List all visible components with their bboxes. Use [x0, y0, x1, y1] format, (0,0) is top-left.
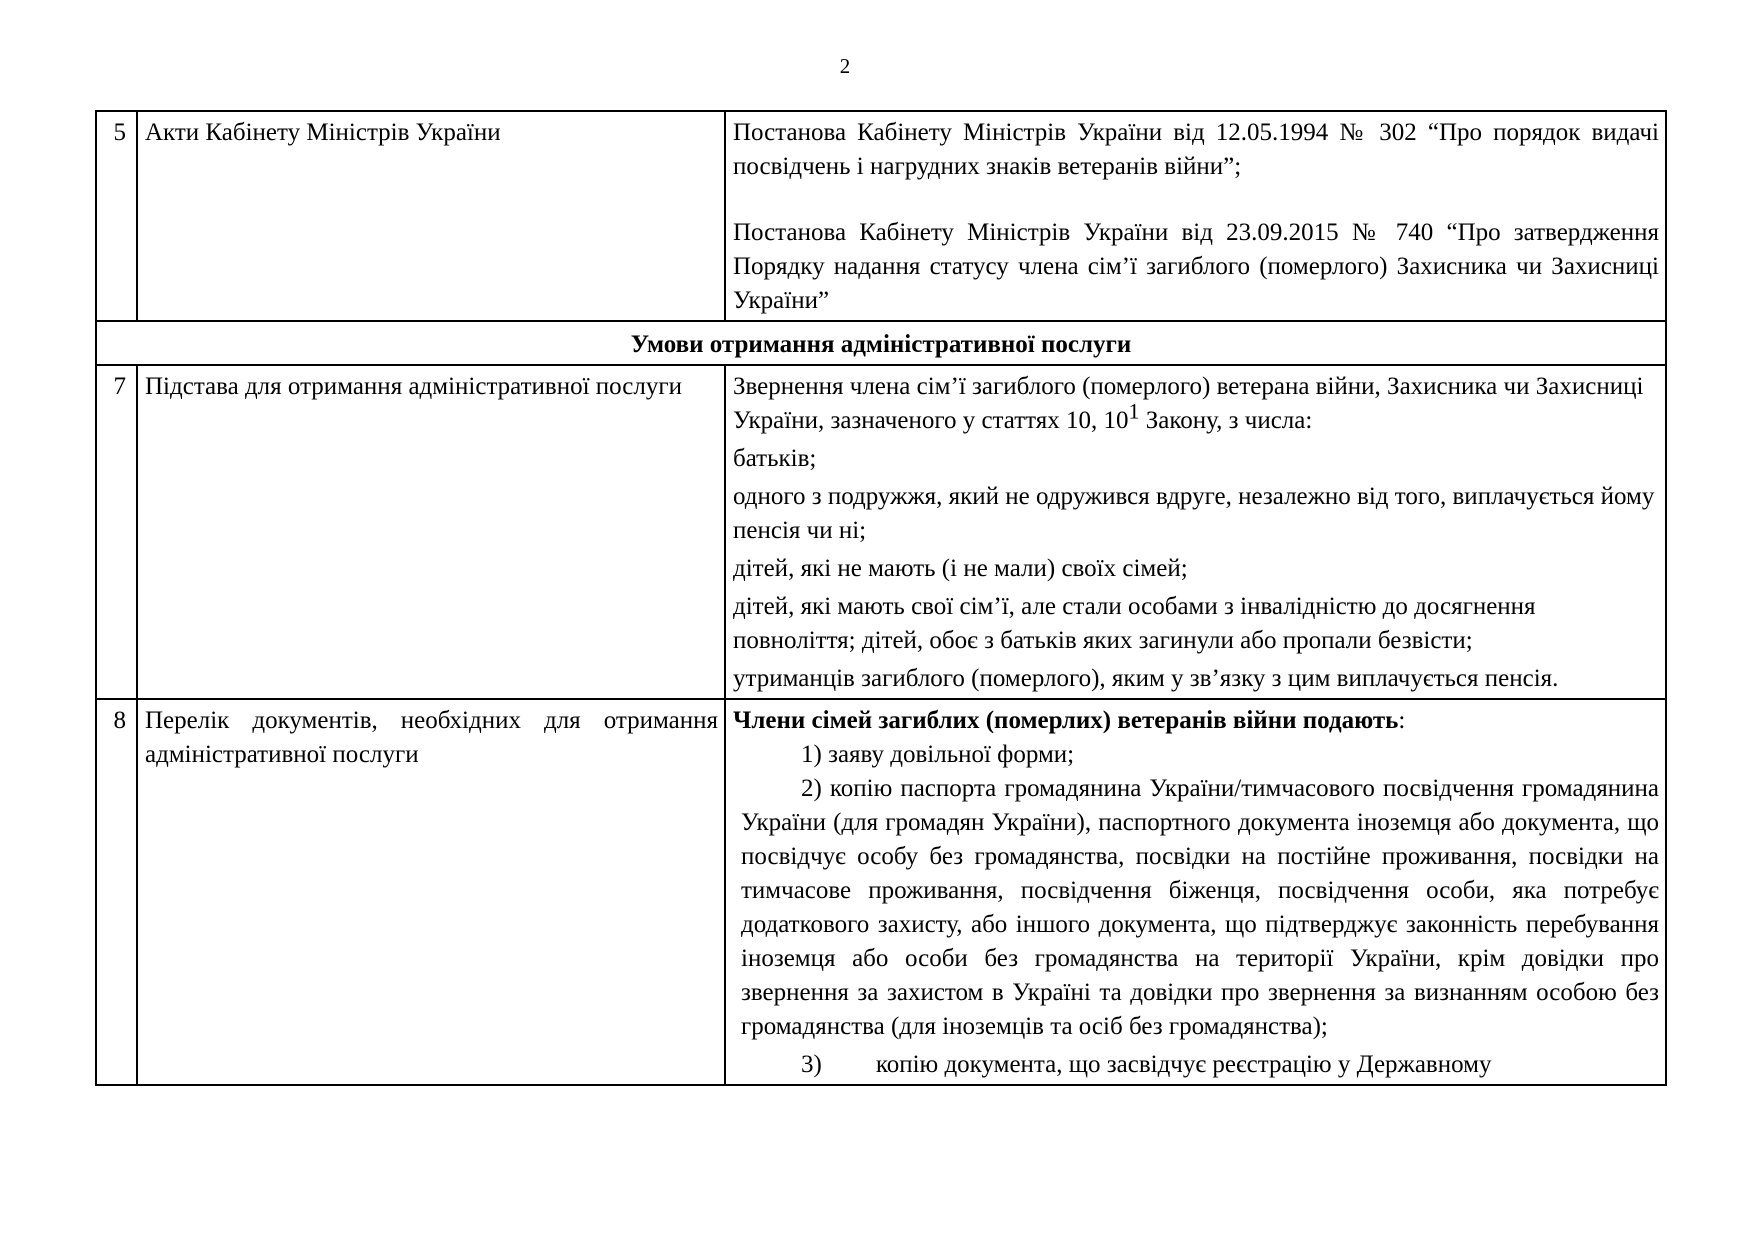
list-item: 1) заяву довільної форми;: [801, 741, 1075, 768]
row-content: [725, 699, 1666, 1085]
list-item: дітей, які не мають (і не мали) своїх сімей;: [733, 555, 1188, 582]
table-row: [96, 699, 1666, 1085]
row-number: 5: [96, 111, 137, 321]
row-number: 8: [96, 699, 137, 1085]
list-item: 3) копію документа, що засвідчує реєстрацію у Державному: [801, 1051, 1492, 1078]
section-title: Умови отримання адміністративної послуги: [96, 321, 1666, 365]
list-item: одного з подружжя, який не одружився вдруге, незалежно від того, виплачується йому пенсія чи ні;: [733, 483, 1655, 544]
row-title: Перелік документів, необхідних для отримання адміністративної послуги: [137, 699, 725, 1085]
row-content: [725, 111, 1666, 321]
list-item: дітей, які мають свої сім’ї, але стали особами з інвалідністю до досягнення повноліття; дітей, обоє з батьків яких загинули або пропали безвісти;: [733, 593, 1536, 654]
basis-intro: Звернення члена сім’ї загиблого (померлого) ветерана війни, Захисника чи Захисниці України, зазначеного у статтях 10, $10^1$ Закону, з числа:: [733, 373, 1644, 434]
page-number: 2: [839, 54, 851, 78]
document-table: [95, 110, 1667, 1086]
resolution-text: Постанова Кабінету Міністрів України від 12.05.1994 № 302 “Про порядок видачі посвідчень і нагрудних знаків ветеранів війни”;: [733, 119, 1659, 180]
row-title: Акти Кабінету Міністрів України: [137, 111, 725, 321]
row-content: [725, 365, 1666, 699]
resolution-text: Постанова Кабінету Міністрів України від 23.09.2015 № 740 “Про затвердження Порядку надання статусу члена сім’ї загиблого (померлого) Захисника чи Захисниці України”: [733, 219, 1659, 314]
list-item: 2) копію паспорта громадянина України/тимчасового посвідчення громадянина України (для громадян України), паспортного документа іноземця або документа, що посвідчує особу без громадянства, посвідки на постійне проживання, посвідки на тимчасове проживання, посвідчення біженця, посвідчення особи, яка потребує додаткового захисту, або іншого документа, що підтверджує законність перебування іноземця або особи без громадянства на території України, крім довідки про звернення за захистом в Україні та довідки про звернення за визнанням особою без громадянства (для іноземців та осіб без громадянства);: [741, 775, 1659, 1040]
row-number: 7: [96, 365, 137, 699]
row-title: Підстава для отримання адміністративної послуги: [137, 365, 725, 699]
list-item: утриманців загиблого (померлого), яким у зв’язку з цим виплачується пенсія.: [733, 665, 1559, 692]
list-item: батьків;: [733, 445, 817, 472]
table-row: [96, 365, 1666, 699]
documents-heading: Члени сімей загиблих (померлих) ветеранів війни подають:: [733, 707, 1406, 734]
documents-list: [733, 738, 1659, 1082]
section-header-row: [96, 321, 1666, 365]
table-row: [96, 111, 1666, 321]
